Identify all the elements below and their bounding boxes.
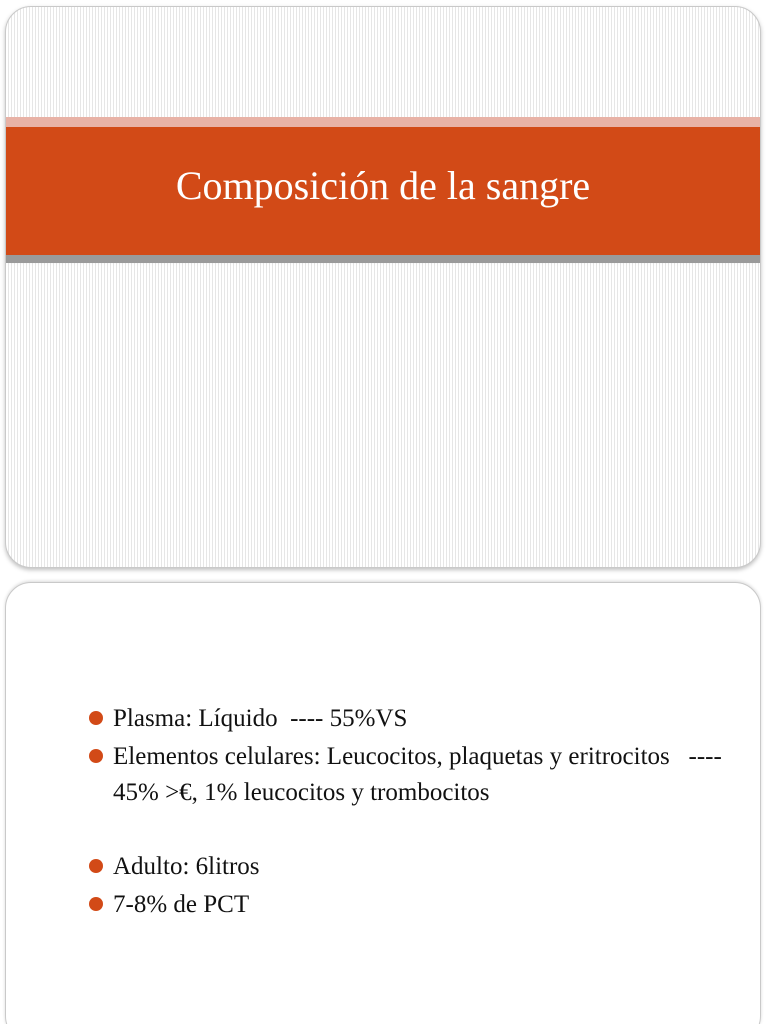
list-item bbox=[88, 739, 728, 811]
list-item bbox=[88, 701, 728, 737]
title-bottom-stripe bbox=[6, 255, 760, 263]
bullet-dot-icon bbox=[89, 711, 103, 725]
bullet-text: Plasma: Líquido ---- 55%VS bbox=[113, 705, 408, 732]
bullet-dot-icon bbox=[89, 897, 103, 911]
title-banner bbox=[6, 127, 760, 255]
slide-content bbox=[5, 582, 761, 1024]
slide-title-text: Composición de la sangre bbox=[175, 162, 591, 208]
bullet-text: Elementos celulares: Leucocitos, plaquetas y eritrocitos ---- 45% >€, 1% leucocitos y trombocitos bbox=[113, 743, 729, 806]
slide-title bbox=[5, 6, 761, 568]
bullet-list bbox=[88, 701, 728, 925]
bullet-dot-icon bbox=[89, 859, 103, 873]
list-item bbox=[88, 849, 728, 885]
bullet-text: Adulto: 6litros bbox=[113, 853, 260, 880]
bullet-text: 7-8% de PCT bbox=[113, 891, 250, 918]
list-item bbox=[88, 887, 728, 923]
bullet-dot-icon bbox=[89, 749, 103, 763]
title-top-stripe bbox=[6, 117, 760, 127]
